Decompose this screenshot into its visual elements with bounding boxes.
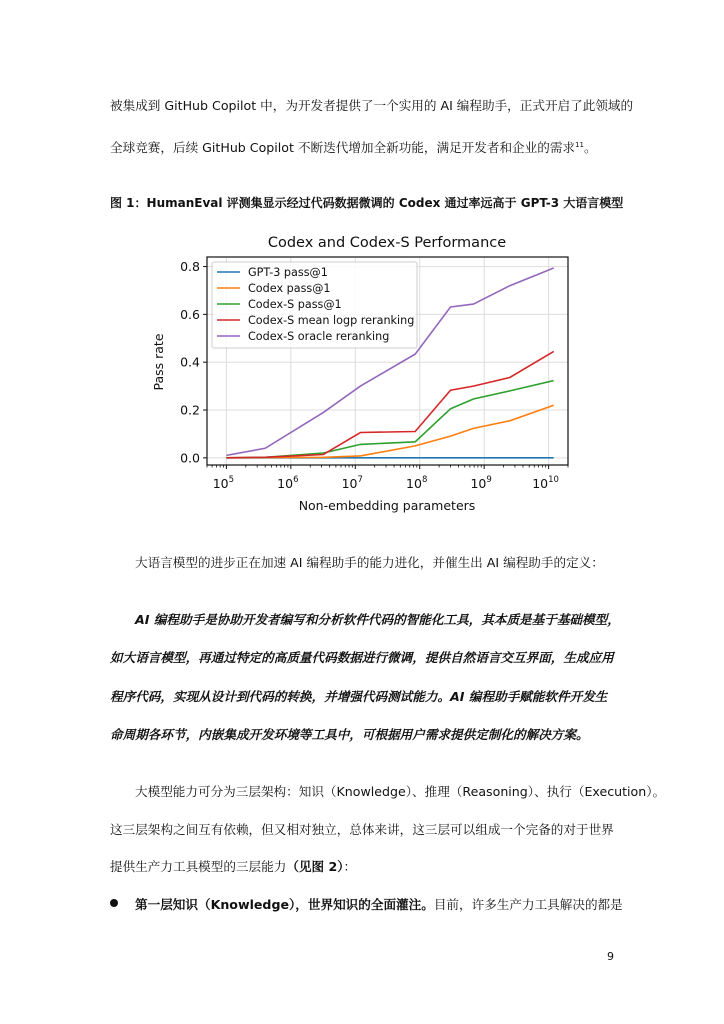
text: 全球竞赛，后续 GitHub Copilot 不断迭代增加全新功能，满足开发者和企业的需求 bbox=[110, 140, 576, 156]
x-tick-label: $10^5$ bbox=[212, 475, 235, 491]
paragraph2: 大语言模型的进步正在加速 AI 编程助手的能力进化，并催生出 AI 编程助手的定义： bbox=[135, 555, 604, 570]
legend-label: Codex-S oracle reranking bbox=[248, 330, 390, 343]
legend bbox=[212, 262, 417, 348]
bullet-text: 目前，许多生产力工具解决的都是 bbox=[433, 897, 623, 912]
paragraph3-line1: 大模型能力可分为三层架构：知识（Knowledge）、推理（Reasoning）、执行（Execution）。 bbox=[135, 784, 666, 799]
x-axis-label: Non-embedding parameters bbox=[298, 498, 476, 513]
legend-label: Codex-S pass@1 bbox=[248, 298, 342, 311]
x-tick-label: $10^6$ bbox=[277, 475, 299, 491]
paragraph3-line2: 这三层架构之间互有依赖，但又相对独立，总体来讲，这三层可以组成一个完备的对于世界 bbox=[110, 822, 614, 837]
bullet-icon bbox=[110, 899, 118, 907]
y-tick-label: 0.2 bbox=[180, 402, 200, 418]
paragraph1-line1: 被集成到 GitHub Copilot 中，为开发者提供了一个实用的 AI 编程助手，正式开启了此领域的 bbox=[110, 98, 634, 113]
text: 提供生产力工具模型的三层能力 bbox=[110, 859, 287, 874]
text: 。 bbox=[583, 140, 597, 156]
definition-line3: 程序代码，实现从设计到代码的转换，并增强代码测试能力。AI 编程助手赋能软件开发生 bbox=[110, 689, 608, 704]
legend-label: GPT-3 pass@1 bbox=[248, 266, 328, 279]
x-tick-label: $10^{10}$ bbox=[532, 475, 559, 491]
definition-line1: AI 编程助手是协助开发者编写和分析软件代码的智能化工具，其本质是基于基础模型， bbox=[135, 612, 620, 627]
y-tick-label: 0.4 bbox=[180, 354, 200, 370]
paragraph1-line2 bbox=[110, 137, 597, 156]
definition-line4: 命周期各环节，内嵌集成开发环境等工具中，可根据用户需求提供定制化的解决方案。 bbox=[110, 727, 589, 742]
figure-caption: 图 1：HumanEval 评测集显示经过代码数据微调的 Codex 通过率远高于 GPT-3 大语言模型 bbox=[110, 196, 624, 210]
series-line bbox=[226, 381, 553, 458]
figure-ref: （见图 2） bbox=[286, 859, 344, 874]
text: ： bbox=[343, 859, 357, 874]
page-number: 9 bbox=[607, 950, 614, 963]
paragraph3-line3 bbox=[110, 859, 356, 875]
y-tick-label: 0.8 bbox=[180, 259, 200, 275]
codex-performance-chart bbox=[150, 225, 590, 520]
y-axis-label: Pass rate bbox=[151, 333, 166, 391]
chart-title: Codex and Codex-S Performance bbox=[267, 235, 507, 251]
y-tick-label: 0.0 bbox=[180, 450, 200, 466]
x-tick-label: $10^9$ bbox=[470, 475, 492, 491]
y-tick-label: 0.6 bbox=[180, 306, 200, 322]
bullet1 bbox=[135, 897, 623, 913]
legend-label: Codex pass@1 bbox=[248, 282, 331, 295]
footnote-ref[interactable]: 11 bbox=[575, 141, 584, 149]
legend-label: Codex-S mean logp reranking bbox=[248, 314, 415, 327]
definition-line2: 如大语言模型，再通过特定的高质量代码数据进行微调，提供自然语言交互界面，生成应用 bbox=[110, 650, 614, 665]
bullet-heading: 第一层知识（Knowledge），世界知识的全面灌注。 bbox=[135, 897, 434, 912]
x-tick-label: $10^7$ bbox=[341, 475, 363, 491]
x-tick-label: $10^8$ bbox=[406, 475, 428, 491]
